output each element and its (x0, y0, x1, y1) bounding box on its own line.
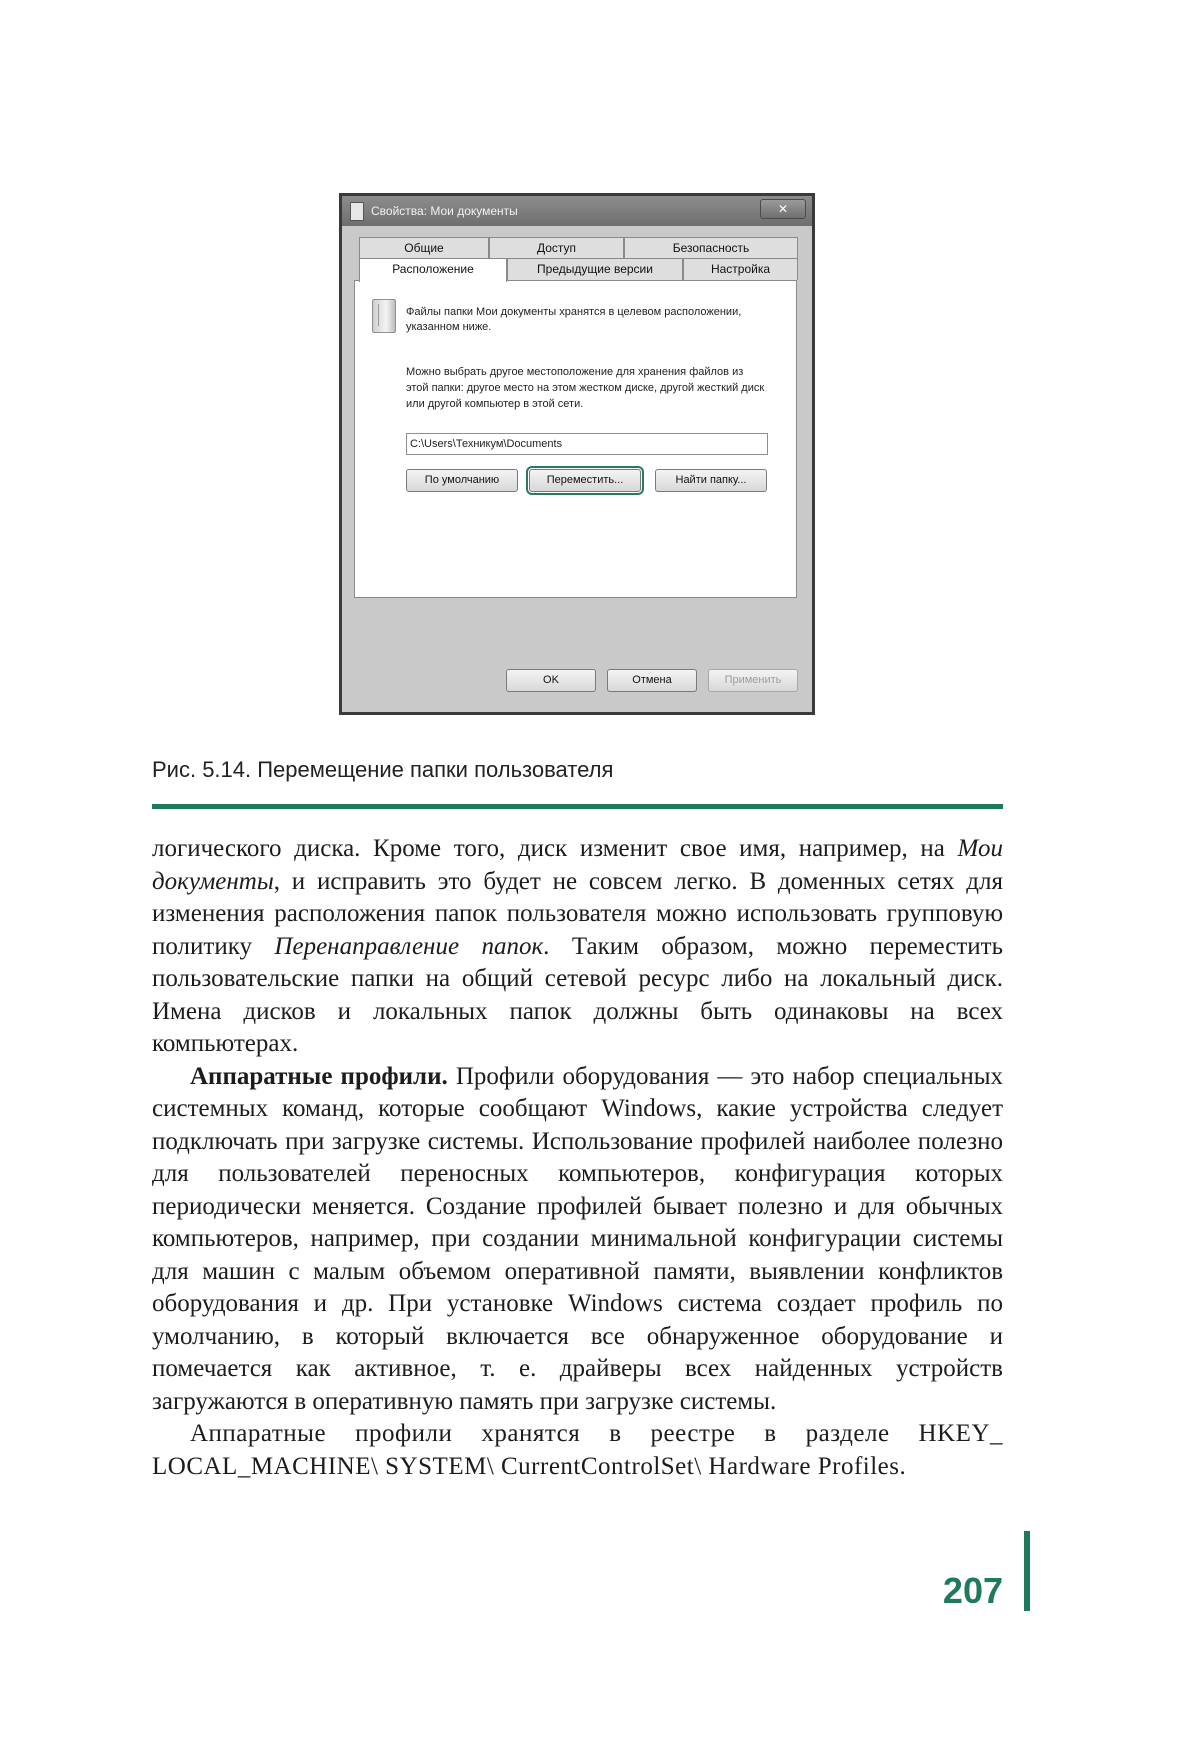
tab-location[interactable]: Расположение (359, 258, 507, 282)
properties-dialog (339, 193, 815, 715)
dialog-title: Свойства: Мои документы (371, 204, 518, 218)
documents-folder-icon (372, 299, 396, 333)
page-number: 207 (942, 1570, 1003, 1611)
location-panel (354, 280, 797, 598)
text-run: логического диска. Кроме того, диск изменит свое имя, например, на (152, 835, 958, 862)
text-run: . Таким образом, можно переместить пользовательские папки на общий сетевой ресурс либо на локальный диск. Имена дисков и локальных папок должны быть одинаковы на всех компьютерах. (152, 932, 1003, 1057)
tab-sharing[interactable]: Доступ (489, 237, 624, 259)
body-text (152, 833, 1003, 1483)
tabs-row-top (359, 237, 798, 259)
find-target-button[interactable]: Найти папку... (655, 469, 767, 492)
text-run: Профили оборудования — это набор специальных системных команд, которые сообщают Windows, какие устройства следует подключать при загрузке системы. Использование профилей наиболее полезно для пользователей переносных компьютеров, конфигурация которых периодически меняется. Создание профилей бывает полезно и для обычных компьютеров, например, при создании минимальной конфигурации системы для машин с малым объемом оперативной памяти, выявлении конфликтов оборудования и др. При установке Windows система создает профиль по умолчанию, в который включается все обнаруженное оборудование и помечается как активное, т. е. драйверы всех найденных устройств загружаются в оперативную память при загрузке системы. (152, 1062, 1003, 1415)
italic-term: Мои документы (152, 835, 1003, 895)
location-info-text: Файлы папки Мои документы хранятся в целевом расположении, указанном ниже. (406, 306, 742, 333)
text-run: , и исправить это будет не совсем легко. В доменных сетях для изменения расположения папок пользователя можно использовать групповую политику (152, 867, 1003, 960)
tabs-row-bottom (359, 258, 798, 280)
bold-heading: Аппаратные профили. (190, 1062, 448, 1090)
location-path-input[interactable]: C:\Users\Техникум\Documents (406, 433, 768, 455)
move-button[interactable]: Переместить... (529, 469, 641, 492)
cancel-button[interactable]: Отмена (607, 669, 697, 692)
location-description: Можно выбрать другое местоположение для хранения файлов из этой папки: другое место на этом жестком диске, другой жесткий диск или другой компьютер в этой сети. (406, 366, 765, 410)
page-edge-bar (1024, 1531, 1030, 1611)
italic-term: Перенаправление папок (274, 932, 544, 960)
apply-button[interactable]: Применить (708, 669, 798, 692)
paragraph-2 (152, 1061, 1003, 1419)
paragraph-3: Аппаратные профили хранятся в реестре в разделе HKEY_ LOCAL_MACHINE\ SYSTEM\ CurrentControlSet\ Hardware Profiles. (152, 1420, 1003, 1480)
restore-default-button[interactable]: По умолчанию (406, 469, 518, 492)
close-icon[interactable]: ✕ (760, 199, 806, 219)
tab-general[interactable]: Общие (359, 237, 489, 259)
dialog-content (352, 232, 802, 702)
figure-caption: Рис. 5.14. Перемещение папки пользователя (152, 757, 614, 782)
section-divider (152, 804, 1003, 809)
dialog-titlebar (342, 196, 812, 226)
paragraph-1 (152, 833, 1003, 1061)
tab-previous-versions[interactable]: Предыдущие версии (507, 258, 683, 280)
tab-customize[interactable]: Настройка (683, 258, 798, 280)
ok-button[interactable]: OK (506, 669, 596, 692)
tab-security[interactable]: Безопасность (624, 237, 798, 259)
folder-title-icon (350, 202, 364, 221)
